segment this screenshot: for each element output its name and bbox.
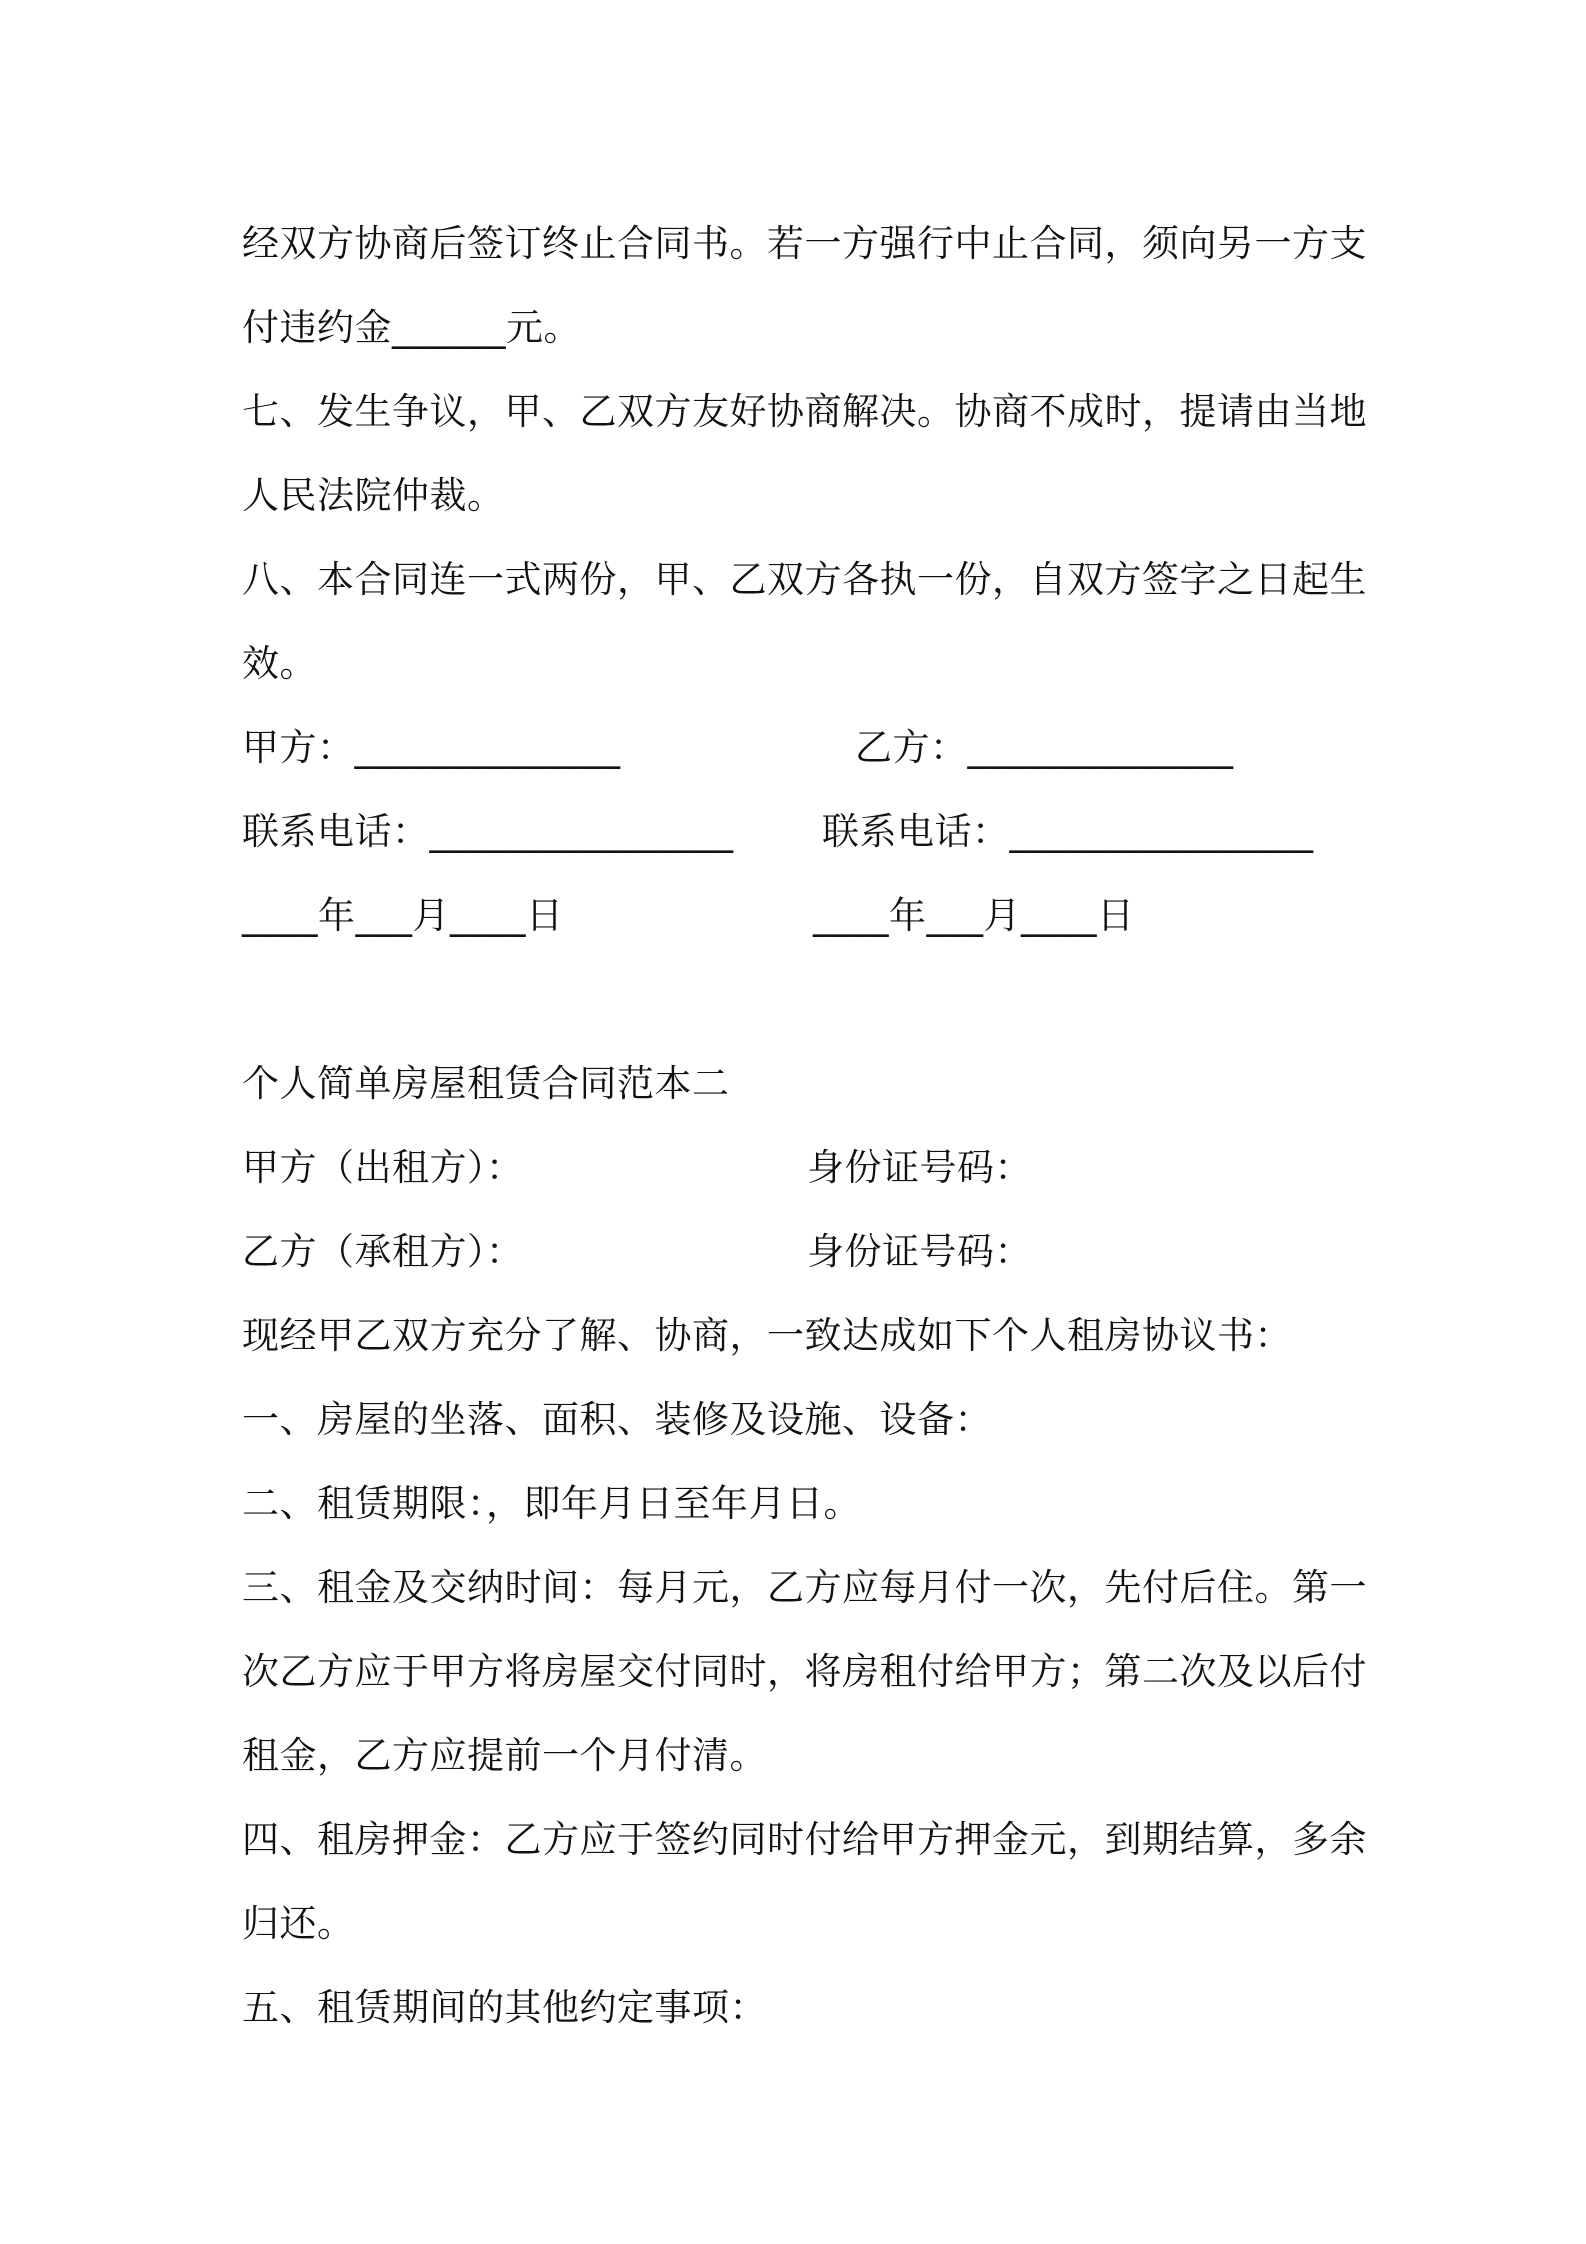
phone-row [242, 790, 1362, 874]
landlord-row [242, 1126, 1362, 1210]
clause-3-line-3: 租金，乙方应提前一个月付清。 [242, 1734, 767, 1777]
signature-row [242, 706, 1362, 790]
clause-3-line-2: 次乙方应于甲方将房屋交付同时，将房租付给甲方；第二次及以后付 [242, 1650, 1367, 1693]
agreement-intro: 现经甲乙双方充分了解、协商，一致达成如下个人租房协议书： [242, 1314, 1292, 1357]
party-b-date-field: ____年___月____日 [813, 894, 1135, 937]
clause-8-line-1: 八、本合同连一式两份，甲、乙双方各执一份，自双方签字之日起生 [242, 558, 1367, 601]
clause-2: 二、租赁期限：，即年月日至年月日。 [242, 1482, 861, 1525]
clause-7-line-2: 人民法院仲裁。 [242, 474, 505, 517]
party-a-signature-field: 甲方：______________ [242, 726, 621, 769]
tenant-label: 乙方（承租方）： [242, 1230, 524, 1273]
date-row [242, 874, 1362, 958]
tenant-id-label: 身份证号码： [807, 1230, 1032, 1273]
landlord-id-label: 身份证号码： [807, 1146, 1032, 1189]
party-a-phone-field: 联系电话：________________ [242, 810, 734, 853]
party-a-date-field: ____年___月____日 [242, 894, 564, 937]
clause-7-line-1: 七、发生争议，甲、乙双方友好协商解决。协商不成时，提请由当地 [242, 390, 1367, 433]
clause-3-line-1: 三、租金及交纳时间：每月元，乙方应每月付一次，先付后住。第一 [242, 1566, 1367, 1609]
tenant-row [242, 1210, 1362, 1294]
clause-4-line-1: 四、租房押金：乙方应于签约同时付给甲方押金元，到期结算，多余 [242, 1818, 1367, 1861]
contract-2-title: 个人简单房屋租赁合同范本二 [242, 1062, 730, 1105]
clause-5: 五、租赁期间的其他约定事项： [242, 1986, 767, 2029]
clause-4-line-2: 归还。 [242, 1902, 355, 1945]
landlord-label: 甲方（出租方）： [242, 1146, 524, 1189]
party-b-phone-field: 联系电话：________________ [822, 810, 1314, 853]
clause-6-continued-line-2: 付违约金______元。 [242, 306, 581, 349]
clause-1: 一、房屋的坐落、面积、装修及设施、设备： [242, 1398, 992, 1441]
section-spacer [242, 958, 1362, 1042]
document-page [242, 202, 1367, 2050]
clause-6-continued-line-1: 经双方协商后签订终止合同书。若一方强行中止合同，须向另一方支 [242, 222, 1367, 265]
party-b-signature-field: 乙方：______________ [855, 726, 1234, 769]
clause-8-line-2: 效。 [242, 642, 317, 685]
